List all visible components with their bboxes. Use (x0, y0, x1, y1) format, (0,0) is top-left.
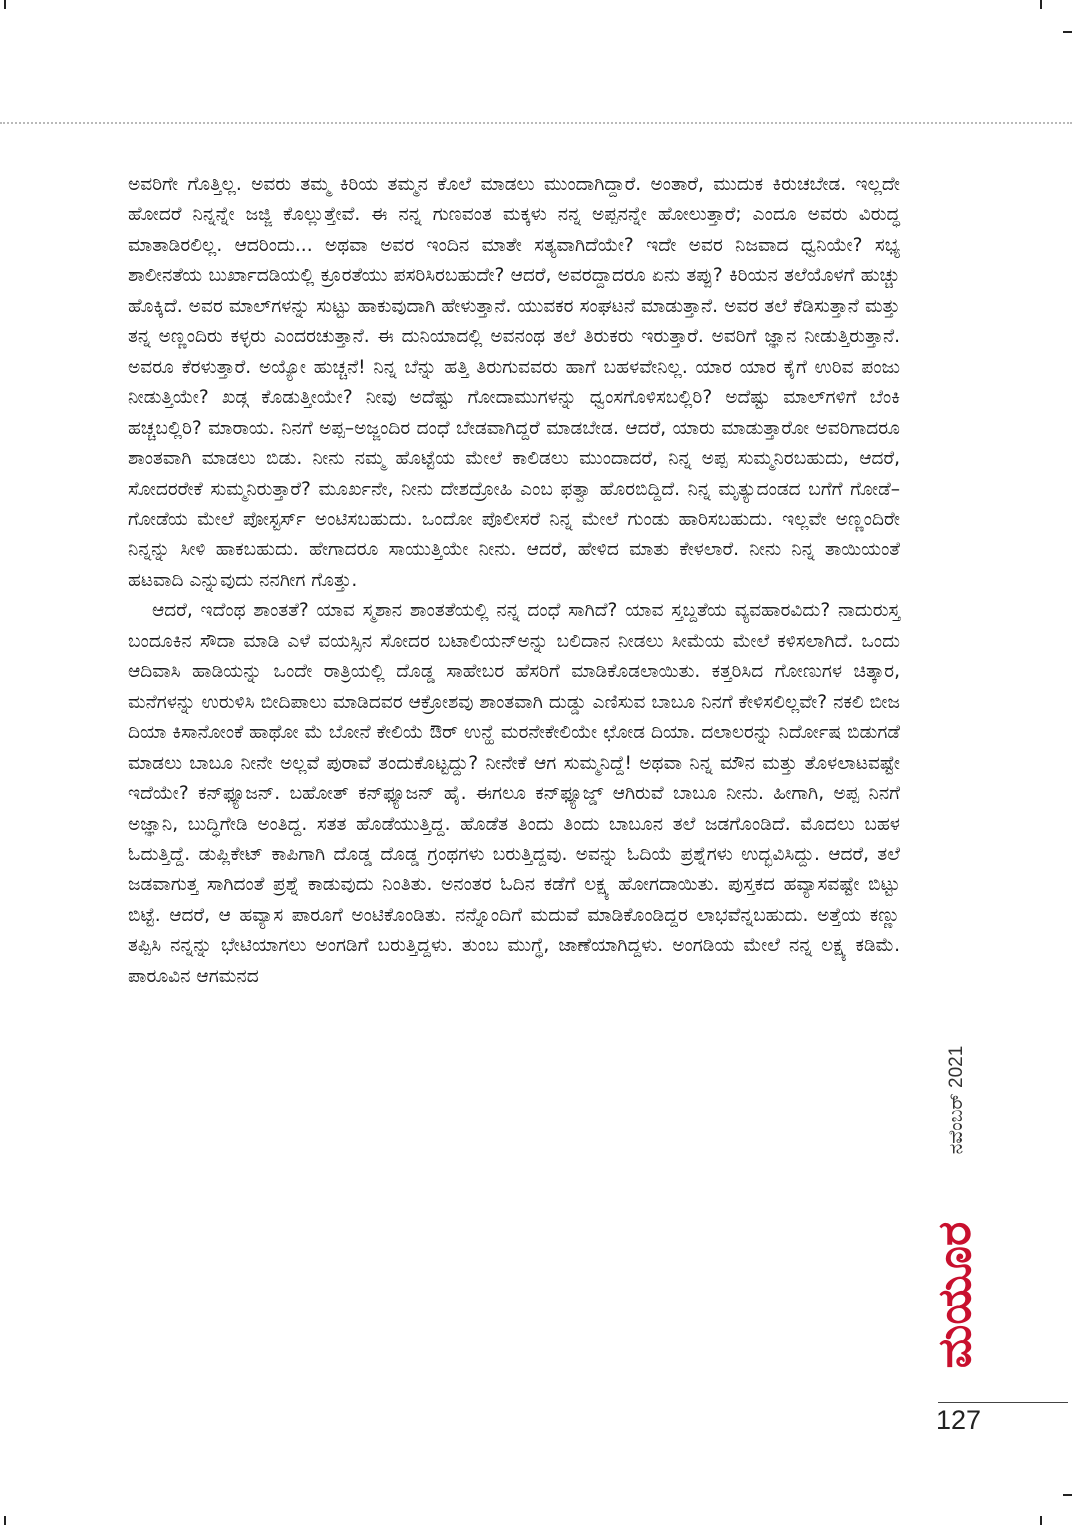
page-number: 127 (936, 1405, 982, 1435)
article-body (128, 170, 900, 992)
crop-mark-right-upper (1063, 31, 1072, 33)
crop-mark-bottom-right (1040, 1516, 1042, 1525)
crop-mark-bottom-left (4, 1516, 6, 1525)
article-paragraph-1: ಅವರಿಗೇ ಗೊತ್ತಿಲ್ಲ. ಅವರು ತಮ್ಮ ಕಿರಿಯ ತಮ್ಮನ ಕೊಲೆ ಮಾಡಲು ಮುಂದಾಗಿದ್ದಾರೆ. ಅಂತಾರೆ, ಮುದುಕ ಕಿರುಚಬೇಡ. ಇಲ್ಲದೇ ಹೋದರೆ ನಿನ್ನನ್ನೇ ಜಜ್ಜಿ ಕೊಲ್ಲುತ್ತೇವೆ. ಈ ನನ್ನ ಗುಣವಂತ ಮಕ್ಕಳು ನನ್ನ ಅಪ್ಪನನ್ನೇ ಹೋಲುತ್ತಾರೆ; ಎಂದೂ ಅವರು ವಿರುದ್ಧ ಮಾತಾಡಿರಲಿಲ್ಲ. ಆದರಿಂದು... ಅಥವಾ ಅವರ ಇಂದಿನ ಮಾತೇ ಸತ್ಯವಾಗಿದೆಯೇ? ಇದೇ ಅವರ ನಿಜವಾದ ಧ್ವನಿಯೇ? ಸಭ್ಯ ಶಾಲೀನತೆಯ ಬುರ್ಖಾದಡಿಯಲ್ಲಿ ಕ್ರೂರತೆಯು ಪಸರಿಸಿರಬಹುದೇ? ಆದರೆ, ಅವರದ್ದಾದರೂ ಏನು ತಪ್ಪು? ಕಿರಿಯನ ತಲೆಯೊಳಗೆ ಹುಚ್ಚು ಹೊಕ್ಕಿದೆ. ಅವರ ಮಾಲ್‌ಗಳನ್ನು ಸುಟ್ಟು ಹಾಕುವುದಾಗಿ ಹೇಳುತ್ತಾನೆ. ಯುವಕರ ಸಂಘಟನೆ ಮಾಡುತ್ತಾನೆ. ಅವರ ತಲೆ ಕೆಡಿಸುತ್ತಾನೆ ಮತ್ತು ತನ್ನ ಅಣ್ಣಂದಿರು ಕಳ್ಳರು ಎಂದರಚುತ್ತಾನೆ. ಈ ದುನಿಯಾದಲ್ಲಿ ಅವನಂಥ ತಲೆ ತಿರುಕರು ಇರುತ್ತಾರೆ. ಅವರಿಗೆ ಜ್ಞಾನ ನೀಡುತ್ತಿರುತ್ತಾನೆ. ಅವರೂ ಕೆರಳುತ್ತಾರೆ. ಅಯ್ಯೋ ಹುಚ್ಚನೆ! ನಿನ್ನ ಬೆನ್ನು ಹತ್ತಿ ತಿರುಗುವವರು ಹಾಗೆ ಬಹಳವೇನಿಲ್ಲ. ಯಾರ ಯಾರ ಕೈಗೆ ಉರಿವ ಪಂಜು ನೀಡುತ್ತಿಯೇ? ಖಡ್ಗ ಕೊಡುತ್ತೀಯೇ? ನೀವು ಅದೆಷ್ಟು ಗೋದಾಮುಗಳನ್ನು ಧ್ವಂಸಗೊಳಿಸಬಲ್ಲಿರಿ? ಅದೆಷ್ಟು ಮಾಲ್‌ಗಳಿಗೆ ಬೆಂಕಿ ಹಚ್ಚಬಲ್ಲಿರಿ? ಮಾರಾಯ. ನಿನಗೆ ಅಪ್ಪ–ಅಜ್ಜಂದಿರ ದಂಧೆ ಬೇಡವಾಗಿದ್ದರೆ ಮಾಡಬೇಡ. ಆದರೆ, ಯಾರು ಮಾಡುತ್ತಾರೋ ಅವರಿಗಾದರೂ ಶಾಂತವಾಗಿ ಮಾಡಲು ಬಿಡು. ನೀನು ನಮ್ಮ ಹೊಟ್ಟೆಯ ಮೇಲೆ ಕಾಲಿಡಲು ಮುಂದಾದರೆ, ನಿನ್ನ ಅಪ್ಪ ಸುಮ್ಮನಿರಬಹುದು, ಆದರೆ, ಸೋದರರೇಕೆ ಸುಮ್ಮನಿರುತ್ತಾರೆ? ಮೂರ್ಖನೇ, ನೀನು ದೇಶದ್ರೋಹಿ ಎಂಬ ಫತ್ವಾ ಹೊರಬಿದ್ದಿದೆ. ನಿನ್ನ ಮೃತ್ಯುದಂಡದ ಬಗೆಗೆ ಗೋಡೆ–ಗೋಡೆಯ ಮೇಲೆ ಪೋಸ್ಟರ್ಸ್ ಅಂಟಿಸಬಹುದು. ಒಂದೋ ಪೊಲೀಸರೆ ನಿನ್ನ ಮೇಲೆ ಗುಂಡು ಹಾರಿಸಬಹುದು. ಇಲ್ಲವೇ ಅಣ್ಣಂದಿರೇ ನಿನ್ನನ್ನು ಸೀಳಿ ಹಾಕಬಹುದು. ಹೇಗಾದರೂ ಸಾಯುತ್ತಿಯೇ ನೀನು. ಆದರೆ, ಹೇಳಿದ ಮಾತು ಕೇಳಲಾರೆ. ನೀನು ನಿನ್ನ ತಾಯಿಯಂತೆ ಹಟವಾದಿ ಎನ್ನುವುದು ನನಗೀಗ ಗೊತ್ತು. (128, 174, 900, 591)
page-number-rule (938, 1402, 1068, 1403)
magazine-logo: ಮಯೂರ (927, 1221, 981, 1369)
crop-mark-top-right (1040, 0, 1042, 9)
crop-mark-top-left (4, 0, 6, 9)
article-paragraph-2: ಆದರೆ, ಇದೆಂಥ ಶಾಂತತೆ? ಯಾವ ಸ್ಮಶಾನ ಶಾಂತತೆಯಲ್ಲಿ ನನ್ನ ದಂಧೆ ಸಾಗಿದೆ? ಯಾವ ಸ್ತಬ್ದತೆಯ ವ್ಯವಹಾರವಿದು? ನಾದುರುಸ್ತ ಬಂದೂಕಿನ ಸೌದಾ ಮಾಡಿ ಎಳೆ ವಯಸ್ಸಿನ ಸೋದರ ಬಟಾಲಿಯನ್‌ಅನ್ನು ಬಲಿದಾನ ನೀಡಲು ಸೀಮೆಯ ಮೇಲೆ ಕಳಿಸಲಾಗಿದೆ. ಒಂದು ಆದಿವಾಸಿ ಹಾಡಿಯನ್ನು ಒಂದೇ ರಾತ್ರಿಯಲ್ಲಿ ದೊಡ್ಡ ಸಾಹೇಬರ ಹೆಸರಿಗೆ ಮಾಡಿಕೊಡಲಾಯಿತು. ಕತ್ತರಿಸಿದ ಗೋಣುಗಳ ಚಿತ್ಕಾರ, ಮನೆಗಳನ್ನು ಉರುಳಿಸಿ ಬೀದಿಪಾಲು ಮಾಡಿದವರ ಆಕ್ರೋಶವು ಶಾಂತವಾಗಿ ದುಡ್ಡು ಎಣಿಸುವ ಬಾಬೂ ನಿನಗೆ ಕೇಳಿಸಲಿಲ್ಲವೇ? ನಕಲಿ ಬೀಜ ದಿಯಾ ಕಿಸಾನೋಂಕೆ ಹಾಥೋ ಮೆ ಬೋನೆ ಕೇಲಿಯೆ ಔರ್ ಉನ್ಹೆ ಮರನೇಕೇಲಿಯೇ ಛೋಡ ದಿಯಾ. ದಲಾಲರನ್ನು ನಿರ್ದೋಷ ಬಿಡುಗಡೆ ಮಾಡಲು ಬಾಬೂ ನೀನೇ ಅಲ್ಲವೆ ಪುರಾವೆ ತಂದುಕೊಟ್ಟದ್ದು? ನೀನೇಕೆ ಆಗ ಸುಮ್ಮನಿದ್ದೆ! ಅಥವಾ ನಿನ್ನ ಮೌನ ಮತ್ತು ತೊಳಲಾಟವಷ್ಟೇ ಇದೆಯೇ? ಕನ್‌ಫ್ಯೂಜನ್. ಬಹೋತ್ ಕನ್‌ಫ್ಯೂಜನ್ ಹೈ. ಈಗಲೂ ಕನ್‌ಫ್ಯೂಜ್ಡ್ ಆಗಿರುವೆ ಬಾಬೂ ನೀನು. ಹೀಗಾಗಿ, ಅಪ್ಪ ನಿನಗೆ ಅಜ್ಞಾನಿ, ಬುದ್ಧಿಗೇಡಿ ಅಂತಿದ್ದ. ಸತತ ಹೊಡೆಯುತ್ತಿದ್ದ. ಹೊಡೆತ ತಿಂದು ತಿಂದು ಬಾಬೂನ ತಲೆ ಜಡಗೊಂಡಿದೆ. ಮೊದಲು ಬಹಳ ಓದುತ್ತಿದ್ದೆ. ಡುಪ್ಲಿಕೇಟ್ ಕಾಪಿಗಾಗಿ ದೊಡ್ಡ ದೊಡ್ಡ ಗ್ರಂಥಗಳು ಬರುತ್ತಿದ್ದವು. ಅವನ್ನು ಓದಿಯೆ ಪ್ರಶ್ನೆಗಳು ಉದ್ಭವಿಸಿದ್ದು. ಆದರೆ, ತಲೆ ಜಡವಾಗುತ್ತ ಸಾಗಿದಂತೆ ಪ್ರಶ್ನೆ ಕಾಡುವುದು ನಿಂತಿತು. ಅನಂತರ ಓದಿನ ಕಡೆಗೆ ಲಕ್ಷ್ಯ ಹೋಗದಾಯಿತು. ಪುಸ್ತಕದ ಹವ್ಯಾಸವಷ್ಟೇ ಬಿಟ್ಟು ಬಿಟ್ಟೆ. ಆದರೆ, ಆ ಹವ್ಯಾಸ ಪಾರೂಗೆ ಅಂಟಿಕೊಂಡಿತು. ನನ್ನೊಂದಿಗೆ ಮದುವೆ ಮಾಡಿಕೊಂಡಿದ್ದರ ಲಾಭವೆನ್ನಬಹುದು. ಅತ್ತೆಯ ಕಣ್ಣು ತಪ್ಪಿಸಿ ನನ್ನನ್ನು ಭೇಟಿಯಾಗಲು ಅಂಗಡಿಗೆ ಬರುತ್ತಿದ್ದಳು. ತುಂಬ ಮುಗ್ಧೆ, ಜಾಣೆಯಾಗಿದ್ದಳು. ಅಂಗಡಿಯ ಮೇಲೆ ನನ್ನ ಲಕ್ಷ್ಯ ಕಡಿಮೆ. ಪಾರೂವಿನ ಆಗಮನದ (128, 600, 900, 987)
header-dotted-rule (0, 122, 1072, 124)
crop-mark-right-lower (1063, 1494, 1072, 1496)
issue-date: ನವೆಂಬರ್ 2021 (946, 1045, 967, 1155)
